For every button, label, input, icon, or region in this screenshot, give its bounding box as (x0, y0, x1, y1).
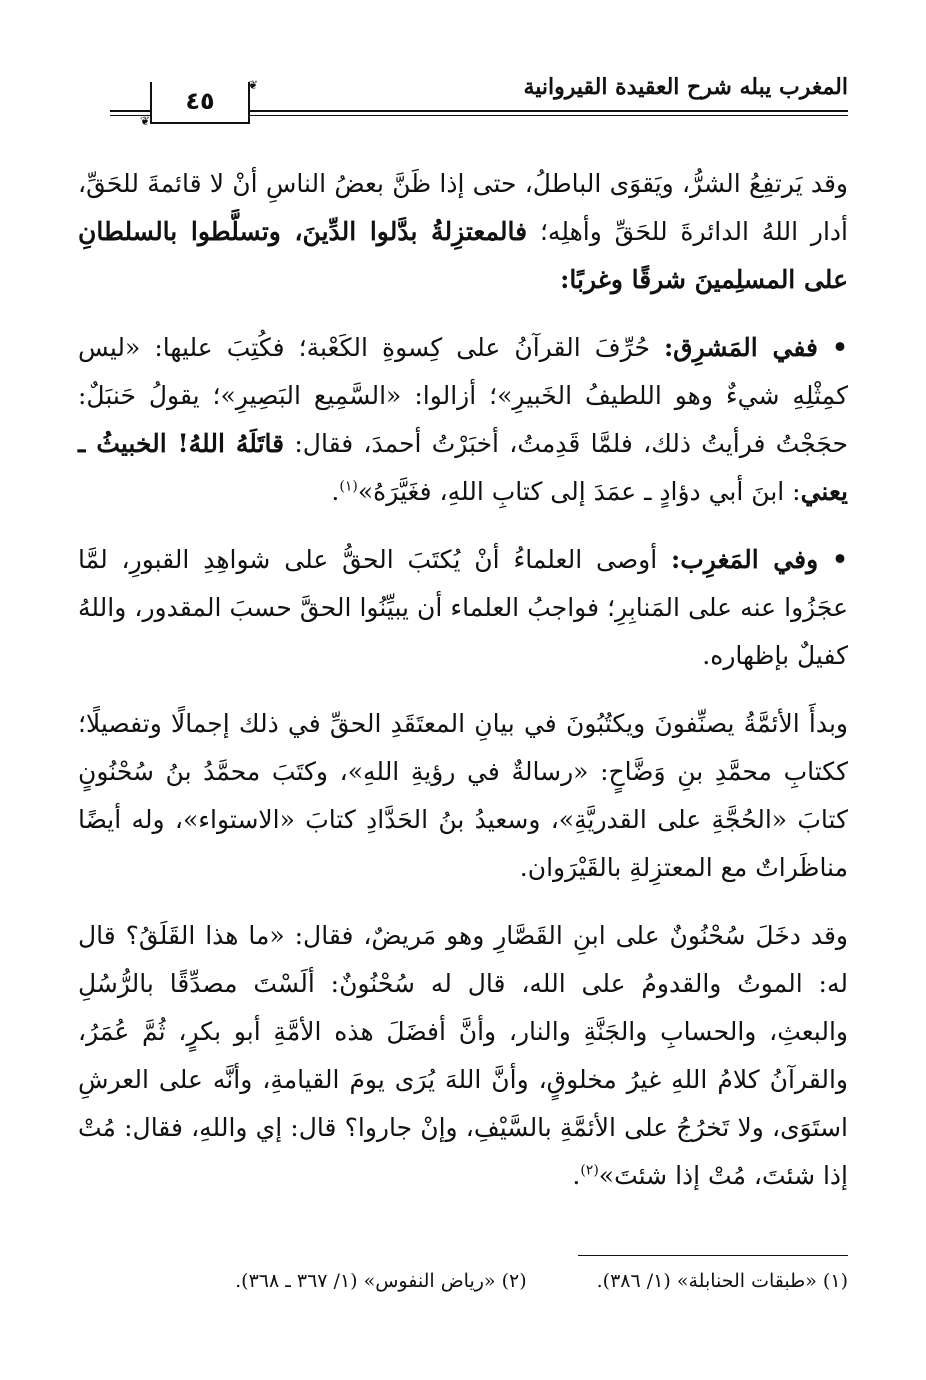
footnote-1: (١) «طبقات الحنابلة» (١/ ٣٨٦). (596, 1270, 848, 1292)
paragraph-bold-text: فالمعتزِلةُ بدَّلوا الدِّينَ، وتسلَّطوا بالسلطانِ على المسلِمينَ شرقًا وغربًا: (78, 217, 848, 294)
paragraph-text-continued: : ابنَ أبي دؤادٍ ـ عمَدَ إلى كتابِ اللهِ، فغَيَّرَهُ» (357, 477, 801, 506)
paragraph-text: وبدأَ الأئمَّةُ يصنِّفونَ ويكتُبُونَ في بيانِ المعتَقَدِ الحقِّ في ذلك إجمالًا وتفصيلًا؛ ككتابِ محمَّدِ بنِ وَضَّاحٍ: «رسالةٌ في رؤيةِ اللهِ»، وكتَبَ محمَّدُ بنُ سُحْنُونٍ كتابَ «الحُجَّةِ على القدريَّةِ»، وسعيدُ بنُ الحَدَّادِ كتابَ «الاستواء»، وله أيضًا مناظَراتٌ مع المعتزِلةِ بالقَيْرَوان. (78, 709, 848, 882)
footnote-ref[interactable]: (١) (339, 478, 358, 495)
page-number-box (140, 78, 258, 128)
bullet: • (832, 545, 848, 574)
period: . (331, 477, 340, 506)
paragraph-text: أوصى العلماءُ أنْ يُكتَبَ الحقُّ على شواهِدِ القبورِ، لمَّا عجَزُوا عنه على المَنابِرِ؛ فواجبُ العلماء أن يبيِّنُوا الحقَّ حسبَ المقدور، واللهُ كفيلٌ بإظهاره. (78, 545, 848, 670)
paragraph-text: حُرِّفَ القرآنُ على كِسوةِ الكَعْبة؛ فكُتِبَ عليها: «ليس كمِثْلِهِ شيءٌ وهو اللطيفُ الخَبيرِ»؛ أزالوا: «السَّمِيع البَصِيرِ»؛ يقولُ حَنبَلٌ: حجَجْتُ فرأيتُ ذلك، فلمَّا قَدِمتُ، أخبَرْتُ أحمدَ، فقال: (78, 333, 849, 458)
paragraph-lead: ففي المَشرِق: (663, 333, 818, 362)
period: . (572, 1161, 581, 1190)
running-header (110, 72, 848, 128)
ornament-icon: ❦ (247, 78, 258, 92)
paragraph (78, 160, 848, 304)
paragraph (78, 536, 848, 680)
paragraph-bold-text: قاتَلَهُ اللهُ! الخبيثُ ـ يعني (78, 429, 848, 506)
paragraph (78, 324, 848, 516)
paragraph-text: وقد يَرتفِعُ الشرُّ، ويَقوَى الباطلُ، حتى إذا ظَنَّ بعضُ الناسِ أنْ لا قائمةَ للحَقِّ، أدار اللهُ الدائرةَ للحَقِّ وأهلِه؛ (78, 169, 848, 246)
bullet: • (832, 333, 848, 362)
ornament-icon: ❦ (140, 114, 151, 128)
paragraph-text: وقد دخَلَ سُحْنُونٌ على ابنِ القَصَّارِ وهو مَريضٌ، فقال: «ما هذا القَلَقُ؟ قال له: الموتُ والقدومُ على الله، قال له سُحْنُونٌ: ألَسْتَ مصدِّقًا بالرُّسُلِ والبعثِ، والحسابِ والجَنَّةِ والنار، وأنَّ أفضَلَ هذه الأمَّةِ أبو بكرٍ، ثُمَّ عُمَرُ، والقرآنُ كلامُ اللهِ غيرُ مخلوقٍ، وأنَّ اللهَ يُرَى يومَ القيامةِ، وأنَّه على العرشِ استَوَى، ولا تَخرُجُ على الأئمَّةِ بالسَّيْفِ، وإنْ جاروا؟ قال: إي واللهِ، فقال: مُتْ إذا شئتَ، مُتْ إذا شئتَ» (78, 921, 848, 1190)
paragraph-lead: وفي المَغرِب: (671, 545, 819, 574)
footnote-ref[interactable]: (٢) (580, 1162, 599, 1179)
paragraph (78, 912, 848, 1200)
main-text (78, 160, 848, 1220)
book-title: المغرب يبله شرح العقيدة القيروانية (523, 74, 848, 100)
paragraph (78, 700, 848, 892)
footnote-separator (578, 1255, 848, 1256)
footnote-2: (٢) «رياض النفوس» (١/ ٣٦٧ ـ ٣٦٨). (235, 1270, 527, 1292)
footnotes (78, 1270, 848, 1292)
page-number: ٤٥ (185, 87, 215, 115)
